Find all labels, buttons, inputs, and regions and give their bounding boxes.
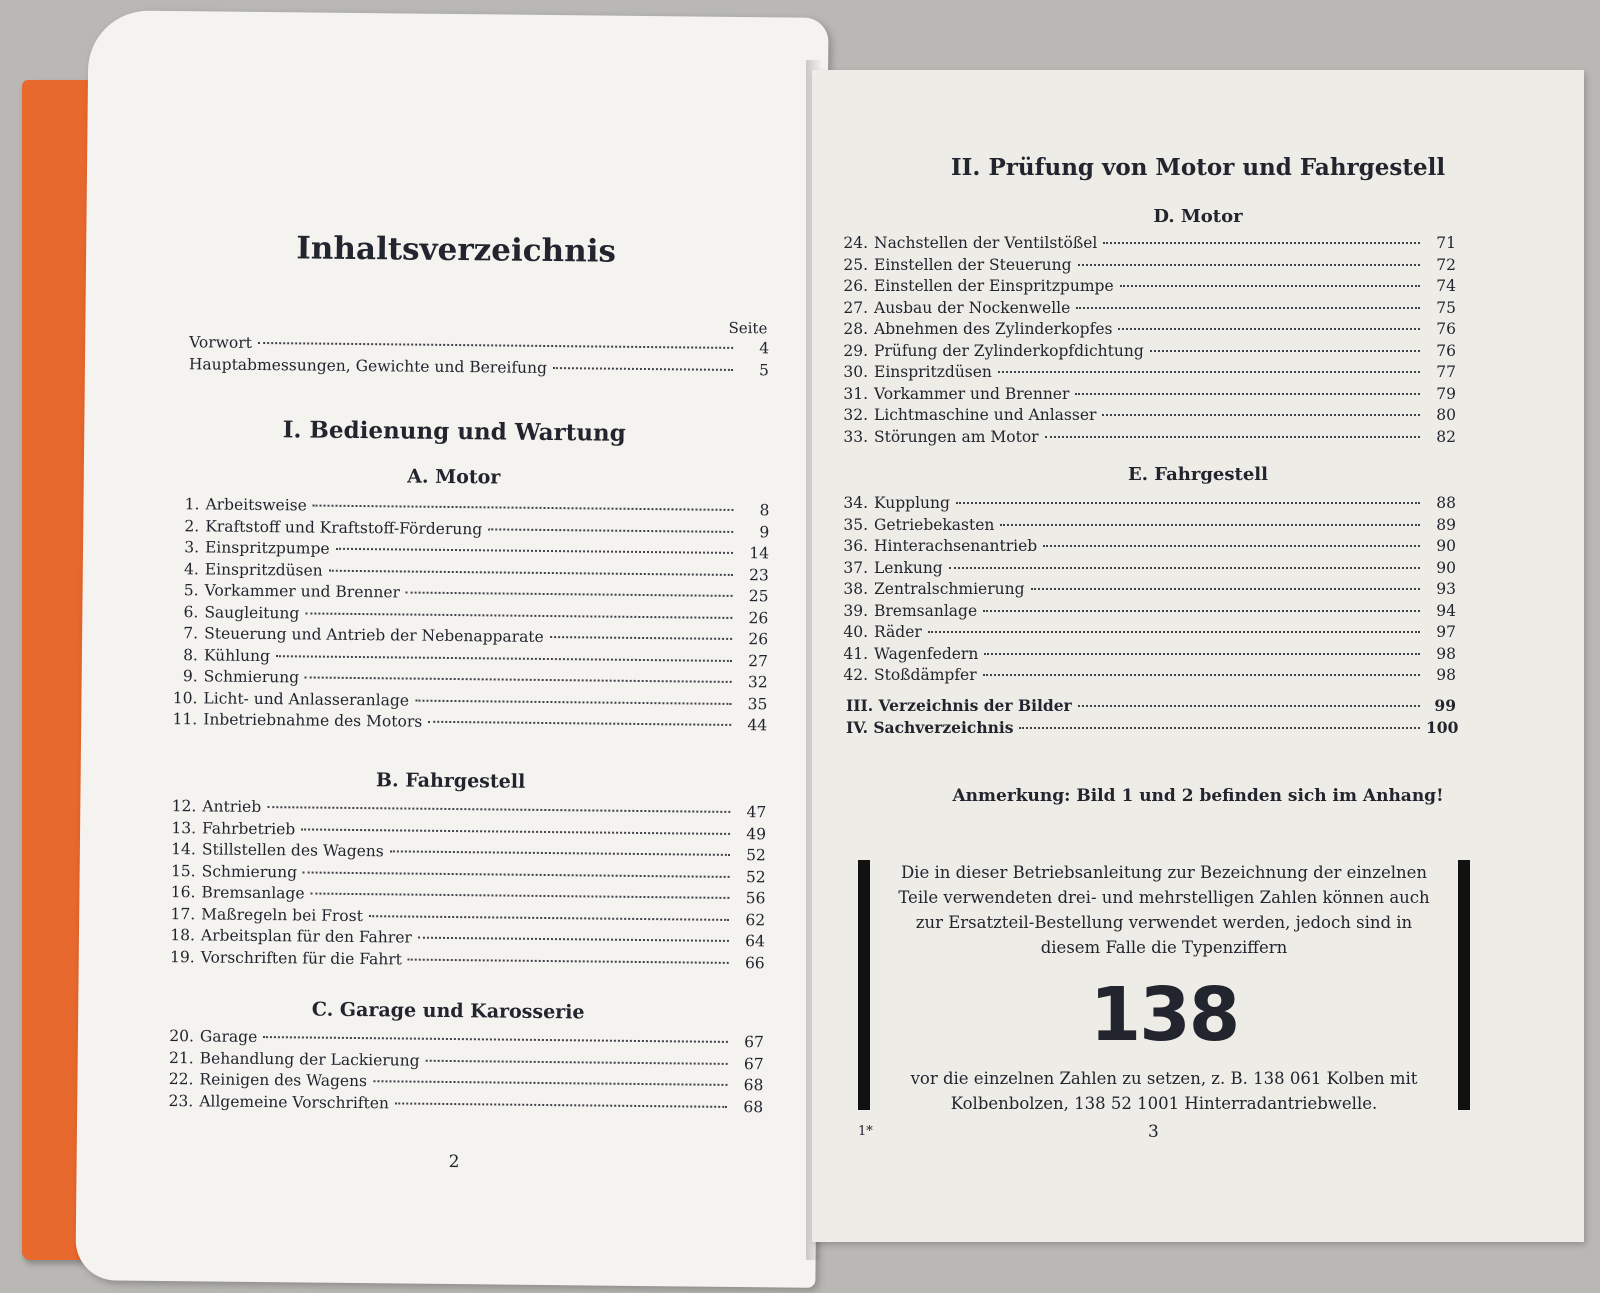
- dot-leader: [311, 893, 730, 899]
- entry-page: 14: [749, 544, 770, 563]
- signature-mark: 1*: [858, 1124, 873, 1139]
- entry-label: Stoßdämpfer: [874, 666, 977, 684]
- entry-page: 72: [1436, 255, 1456, 274]
- entry-page: 97: [1436, 623, 1456, 641]
- entry-page: 35: [747, 694, 768, 713]
- appendix-list: [846, 696, 1459, 739]
- entry-label: Zentralschmierung: [874, 580, 1025, 598]
- entry-number: 7.: [183, 624, 199, 643]
- entry-label: Abnehmen des Zylinderkopfes: [874, 320, 1113, 338]
- toc-list-b: [161, 797, 767, 975]
- toc-entry: [834, 494, 1456, 516]
- dot-leader: [1076, 307, 1420, 309]
- toc-entry: [834, 363, 1456, 385]
- toc-entry: [834, 623, 1456, 645]
- entry-number: 13.: [171, 818, 197, 837]
- entry-label: Inbetriebnahme des Motors: [203, 710, 423, 731]
- entry-label: Einspritzdüsen: [204, 559, 323, 580]
- dot-leader: [1031, 588, 1420, 590]
- entry-page: 8: [759, 501, 770, 520]
- dot-leader: [550, 636, 732, 640]
- entry-number: 34.: [843, 494, 868, 512]
- toc-list-a: [163, 495, 769, 738]
- entry-number: 28.: [843, 320, 868, 338]
- note: Anmerkung: Bild 1 und 2 befinden sich im Anhang!: [952, 786, 1444, 806]
- notice-text: Die in dieser Betriebsanleitung zur Bezeichnung der einzelnen Teile verwendeten drei- und mehrstelligen Zahlen können auch zur Ersatzteil-Bestellung verwendet werden, jedoch sind in diesem Falle die Typenziffern: [898, 863, 1430, 957]
- dot-leader: [336, 548, 733, 554]
- toc-entry: [834, 256, 1456, 278]
- entry-page: 5: [758, 360, 770, 379]
- entry-number: 42.: [843, 666, 868, 684]
- entry-page: 44: [747, 716, 768, 735]
- entry-number: 37.: [843, 558, 868, 577]
- entry-number: 1.: [184, 495, 200, 514]
- entry-label: Maßregeln bei Frost: [201, 904, 363, 925]
- entry-label: Fahrbetrieb: [202, 818, 296, 838]
- toc-entry: [834, 666, 1456, 688]
- entry-page: 64: [745, 932, 766, 951]
- dot-leader: [1019, 727, 1420, 729]
- dot-leader: [303, 871, 730, 877]
- entry-number: 20.: [169, 1027, 195, 1046]
- toc-entry: [834, 428, 1456, 450]
- dot-leader: [373, 1080, 727, 1086]
- entry-label: Saugleitung: [204, 602, 300, 622]
- entry-number: 39.: [843, 601, 868, 620]
- dot-leader: [998, 371, 1420, 373]
- toc-entry: [834, 580, 1456, 602]
- entry-page: 26: [748, 630, 769, 649]
- entry-label: IV. Sachverzeichnis: [846, 717, 1014, 737]
- entry-page: 56: [745, 889, 766, 908]
- dot-leader: [369, 915, 729, 921]
- entry-label: Lenkung: [874, 558, 943, 577]
- entry-page: 76: [1436, 341, 1456, 360]
- entry-number: 26.: [843, 277, 868, 295]
- dot-leader: [305, 612, 732, 618]
- dot-leader: [305, 676, 732, 682]
- entry-number: 19.: [170, 947, 195, 966]
- entry-page: 80: [1436, 406, 1456, 424]
- entry-label: Antrieb: [202, 797, 262, 817]
- entry-number: 33.: [843, 427, 868, 446]
- entry-label: Steuerung und Antrieb der Nebenapparate: [204, 624, 544, 646]
- toc-entry: [834, 537, 1456, 559]
- intro-list: [189, 333, 769, 382]
- entry-number: 15.: [170, 861, 196, 880]
- entry-label: Hauptabmessungen, Gewichte und Bereifung: [188, 354, 548, 377]
- entry-label: Kühlung: [203, 645, 271, 665]
- entry-label: Garage: [199, 1027, 258, 1046]
- entry-page: 74: [1436, 277, 1456, 295]
- dot-leader: [949, 567, 1420, 569]
- entry-label: III. Verzeichnis der Bilder: [846, 696, 1072, 715]
- entry-number: 11.: [172, 710, 198, 729]
- dot-leader: [390, 850, 730, 856]
- dot-leader: [1078, 264, 1420, 266]
- entry-number: 17.: [170, 904, 196, 923]
- entry-label: Bremsanlage: [201, 883, 305, 903]
- toc-entry: [834, 602, 1456, 624]
- dot-leader: [395, 1102, 727, 1107]
- toc-entry: [834, 385, 1456, 407]
- entry-page: 90: [1436, 537, 1456, 555]
- entry-page: 52: [746, 846, 766, 865]
- dot-leader: [1043, 545, 1420, 547]
- dot-leader: [1150, 350, 1420, 352]
- toc-list-d: [834, 234, 1456, 449]
- entry-number: 22.: [168, 1070, 194, 1089]
- entry-label: Störungen am Motor: [874, 427, 1039, 446]
- toc-entry: [834, 342, 1456, 364]
- subsection-heading: A. Motor: [407, 465, 501, 489]
- entry-number: 16.: [170, 883, 196, 902]
- entry-label: Behandlung der Lackierung: [199, 1048, 420, 1070]
- entry-number: 41.: [843, 644, 868, 663]
- dot-leader: [984, 653, 1420, 655]
- dot-leader: [983, 674, 1420, 676]
- entry-page: 76: [1436, 320, 1456, 338]
- entry-page: 32: [747, 673, 768, 692]
- entry-label: Ausbau der Nockenwelle: [874, 298, 1071, 317]
- entry-number: 3.: [184, 538, 200, 557]
- entry-label: Kupplung: [874, 494, 950, 512]
- entry-number: 27.: [843, 298, 868, 317]
- entry-label: Getriebekasten: [874, 515, 995, 534]
- entry-page: 9: [759, 522, 770, 541]
- entry-number: 35.: [843, 515, 868, 534]
- entry-label: Lichtmaschine und Anlasser: [874, 406, 1097, 424]
- dot-leader: [1118, 328, 1420, 330]
- entry-number: 14.: [171, 840, 196, 859]
- dot-leader: [1103, 242, 1420, 244]
- subsection-heading: E. Fahrgestell: [1128, 464, 1268, 485]
- entry-number: 40.: [843, 623, 868, 641]
- entry-page: 27: [748, 651, 768, 670]
- page-number: 3: [1148, 1122, 1159, 1142]
- parts-notice-box: [858, 860, 1470, 1113]
- entry-page: 99: [1434, 696, 1456, 715]
- dot-leader: [426, 1059, 728, 1064]
- entry-page: 26: [748, 608, 769, 627]
- dot-leader: [301, 828, 730, 834]
- entry-page: 68: [743, 1097, 764, 1116]
- section-heading: II. Prüfung von Motor und Fahrgestell: [950, 154, 1446, 181]
- dot-leader: [329, 569, 733, 575]
- entry-label: Allgemeine Vorschriften: [199, 1091, 390, 1112]
- entry-page: 66: [744, 953, 765, 972]
- toc-entry: [834, 299, 1456, 321]
- entry-number: 29.: [843, 341, 868, 360]
- dot-leader: [553, 367, 733, 371]
- entry-page: 88: [1436, 494, 1456, 512]
- entry-number: 24.: [843, 234, 868, 252]
- dot-leader: [488, 528, 733, 533]
- entry-label: Kraftstoff und Kraftstoff-Förderung: [205, 516, 483, 538]
- entry-label: Stillstellen des Wagens: [201, 840, 384, 861]
- entry-page: 49: [746, 824, 767, 843]
- dot-leader: [1078, 705, 1420, 707]
- entry-number: 12.: [171, 797, 197, 816]
- seite-label: Seite: [728, 318, 768, 338]
- toc-entry: [834, 406, 1456, 428]
- entry-label: Vorschriften für die Fahrt: [200, 947, 403, 968]
- entry-number: 31.: [843, 384, 868, 403]
- page-title: Inhaltsverzeichnis: [296, 230, 617, 270]
- entry-number: 38.: [843, 580, 868, 598]
- dot-leader: [1102, 414, 1420, 416]
- toc-entry: [846, 717, 1459, 740]
- entry-label: Arbeitsplan für den Fahrer: [200, 926, 412, 947]
- entry-page: 47: [746, 803, 767, 822]
- entry-number: 10.: [172, 688, 198, 707]
- entry-label: Vorkammer und Brenner: [204, 581, 401, 602]
- entry-number: 21.: [168, 1048, 194, 1067]
- entry-number: 23.: [168, 1091, 194, 1110]
- entry-number: 36.: [843, 537, 868, 555]
- entry-number: 6.: [183, 602, 199, 621]
- entry-page: 75: [1436, 298, 1456, 317]
- entry-label: Vorkammer und Brenner: [874, 384, 1070, 403]
- entry-label: Einspritzpumpe: [204, 538, 330, 558]
- dot-leader: [258, 342, 733, 349]
- entry-number: 8.: [183, 645, 199, 664]
- entry-page: 82: [1436, 427, 1456, 446]
- entry-number: 2.: [184, 516, 200, 535]
- entry-label: Prüfung der Zylinderkopfdichtung: [874, 341, 1144, 360]
- dot-leader: [1075, 393, 1420, 395]
- toc-entry: [834, 277, 1456, 299]
- type-number: 138: [1089, 972, 1239, 1058]
- toc-entry: [834, 559, 1456, 581]
- toc-entry: [846, 696, 1456, 718]
- subsection-heading: B. Fahrgestell: [375, 769, 526, 793]
- entry-page: 67: [743, 1054, 764, 1073]
- entry-page: 23: [748, 565, 769, 584]
- entry-number: 9.: [182, 667, 198, 686]
- dot-leader: [418, 937, 729, 942]
- entry-label: Hinterachsenantrieb: [874, 537, 1038, 555]
- dot-leader: [956, 502, 1420, 504]
- entry-page: 79: [1436, 384, 1456, 403]
- entry-label: Bremsanlage: [874, 601, 978, 620]
- left-page: [75, 10, 828, 1288]
- entry-label: Licht- und Anlasseranlage: [203, 688, 410, 710]
- entry-page: 52: [745, 867, 766, 886]
- dot-leader: [428, 721, 731, 726]
- entry-number: 18.: [170, 926, 196, 945]
- dot-leader: [406, 592, 733, 597]
- entry-label: Räder: [874, 623, 922, 641]
- entry-page: 89: [1436, 515, 1456, 534]
- dot-leader: [267, 806, 730, 813]
- toc-entry: [834, 320, 1456, 342]
- page-number: 2: [448, 1151, 460, 1173]
- toc-entry: [834, 645, 1456, 667]
- entry-label: Wagenfedern: [874, 644, 979, 663]
- entry-label: Einstellen der Steuerung: [874, 255, 1072, 274]
- toc-entry: [834, 234, 1456, 256]
- entry-label: Arbeitsweise: [205, 495, 307, 515]
- entry-number: 5.: [183, 581, 199, 600]
- entry-number: 25.: [843, 255, 868, 274]
- toc-list-e: [834, 494, 1456, 688]
- entry-label: Einstellen der Einspritzpumpe: [874, 277, 1114, 295]
- dot-leader: [408, 958, 729, 963]
- entry-number: 30.: [843, 363, 868, 381]
- entry-label: Vorwort: [189, 333, 253, 352]
- entry-page: 77: [1436, 363, 1456, 381]
- entry-number: 4.: [183, 559, 199, 578]
- entry-number: 32.: [843, 406, 868, 424]
- dot-leader: [1045, 436, 1420, 438]
- section-heading: I. Bedienung und Wartung: [282, 416, 626, 447]
- dot-leader: [1000, 524, 1420, 526]
- entry-page: 25: [748, 587, 769, 606]
- entry-page: 100: [1426, 717, 1459, 737]
- dot-leader: [313, 505, 734, 511]
- entry-page: 67: [744, 1033, 764, 1052]
- toc-list-c: [159, 1027, 764, 1119]
- dot-leader: [415, 699, 731, 704]
- subsection-heading: C. Garage und Karosserie: [311, 998, 585, 1024]
- entry-label: Nachstellen der Ventilstößel: [874, 234, 1098, 252]
- dot-leader: [276, 655, 732, 662]
- notice-text: vor die einzelnen Zahlen zu setzen, z. B. 138 061 Kolben mit Kolbenbolzen, 138 52 1001 Hinterradantriebwelle.: [910, 1069, 1418, 1113]
- entry-page: 62: [745, 910, 766, 929]
- subsection-heading: D. Motor: [1153, 206, 1243, 227]
- toc-entry: [834, 516, 1456, 538]
- entry-label: Einspritzdüsen: [874, 363, 992, 381]
- entry-page: 90: [1436, 558, 1456, 577]
- entry-label: Schmierung: [203, 667, 300, 687]
- dot-leader: [928, 631, 1420, 633]
- dot-leader: [1120, 285, 1420, 287]
- entry-page: 93: [1436, 580, 1456, 598]
- entry-page: 71: [1436, 234, 1456, 252]
- entry-page: 94: [1436, 601, 1456, 620]
- entry-page: 4: [759, 339, 770, 358]
- entry-label: Schmierung: [201, 861, 298, 881]
- entry-page: 98: [1436, 666, 1456, 684]
- entry-page: 98: [1436, 644, 1456, 663]
- dot-leader: [263, 1036, 728, 1043]
- dot-leader: [983, 610, 1420, 612]
- entry-label: Reinigen des Wagens: [199, 1070, 368, 1091]
- entry-page: 68: [743, 1076, 764, 1095]
